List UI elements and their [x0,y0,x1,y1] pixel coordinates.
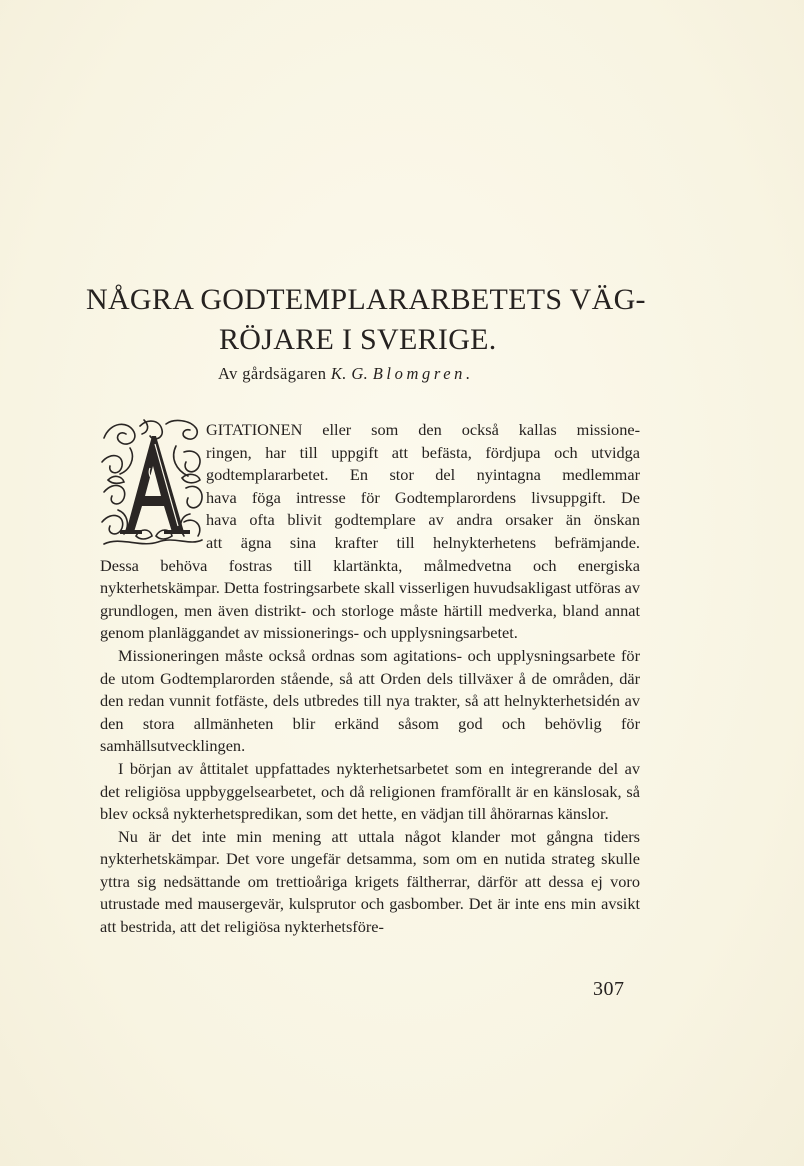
paragraph-1-line-4: hava föga intresse för Godtemplarordens livsuppgift. De [206,487,640,507]
byline-initials: K. G. [330,364,373,383]
paragraph-3: I början av åttitalet uppfattades nykterhetsarbetet som en integrerande del av det religiösa uppbyggelsearbetet, och då religionen framförallt är en känslosak, så blev också nykterhetspredikan, som det hette, en vädjan till åhörarnas känslor. [100,758,640,824]
paragraph-1-line-1: GITATIONEN eller som den också kallas missione- [206,420,640,439]
paragraph-1 [100,419,640,645]
paragraph-1-line-2: ringen, har till uppgift att befästa, fördjupa och utvidga [206,442,640,462]
article-body [100,419,640,939]
paragraph-1-line-5: hava ofta blivit godtemplare av andra orsaker än önskan [206,510,640,530]
paragraph-1-line-3: godtemplararbetet. En stor del nyintagna medlemmar [206,465,640,485]
paragraph-1-continuation: Dessa behöva fostras till klartänkta, målmedvetna och energiska nykterhetskämpar. Detta fostringsarbete skall visserligen huvudsakligast utföras av grundlogen, men även distrikt- och storloge måste härtill medverka, bland annat genom planläggandet av missionerings- och upplysningsarbetet. [100,555,640,643]
paragraph-2: Missioneringen måste också ordnas som agitations- och upplysningsarbete för de utom Godtemplarorden stående, så att Orden dels tillväxer å de områden, där den redan vunnit fotfäste, dels utbredes till nya trakter, så att helnykterhetsidén av den stora allmänheten blir erkänd såsom god och behövlig för samhällsutvecklingen. [100,645,640,756]
byline [218,364,474,384]
page-number: 307 [593,978,625,1000]
byline-prefix: Av gårdsägaren [218,364,331,383]
paragraph-4: Nu är det inte min mening att uttala något klander mot gångna tiders nykterhetskämpar. Det vore ungefär detsamma, som om en nutida strateg skulle yttra sig nedsättande om trettioåriga krigets fältherrar, därför att dessa ej voro utrustade med mausergevär, kulsprutor och gasbomber. Det är inte ens min avsikt att bestrida, att det religiösa nykterhetsföre- [100,826,640,937]
title-line-1: NÅGRA GODTEMPLARARBETETS VÄG- [86,283,646,316]
article-title [86,280,726,360]
title-line-2: RÖJARE I SVERIGE. [219,323,497,356]
paragraph-1-line-6: att ägna sina krafter till helnykterhetens befrämjande. [206,532,640,552]
byline-surname: Blomgren. [372,364,474,383]
